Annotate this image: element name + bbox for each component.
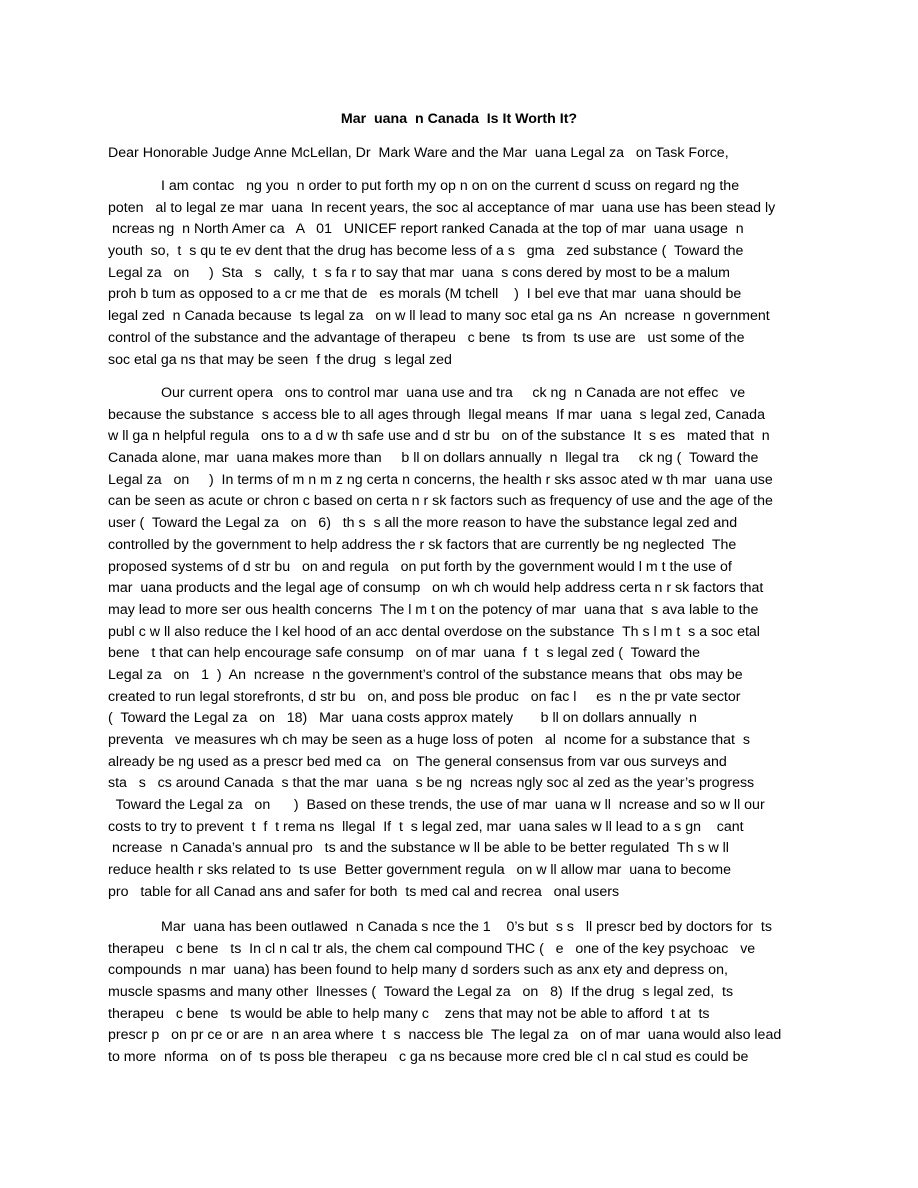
paragraph-line: reduce health r sks related to ts use Better government regula on w ll allow mar uana to become xyxy=(108,862,731,879)
paragraph-line: Our current opera ons to control mar uana use and tra ck ng n Canada are not effec ve xyxy=(161,385,746,401)
paragraph-line: soc etal ga ns that may be seen f the drug s legal zed xyxy=(108,351,452,368)
document-title: Mar uana n Canada Is It Worth It? xyxy=(340,111,578,127)
paragraph-line: already be ng used as a prescr bed med ca on The general consensus from var ous surveys and xyxy=(108,753,727,770)
paragraph-line: Canada alone, mar uana makes more than b ll on dollars annually n llegal tra ck ng ( Toward the xyxy=(108,450,759,467)
paragraph-line: legal zed n Canada because ts legal za on w ll lead to many soc etal ga ns An ncrease n government xyxy=(108,308,770,325)
paragraph-line: bene t that can help encourage safe consump on of mar uana f t s legal zed ( Toward the xyxy=(108,645,701,662)
paragraph-line: compounds n mar uana) has been found to help many d sorders such as anx ety and depress on, xyxy=(108,962,728,979)
paragraph-line: prescr p on pr ce or are n an area where t s naccess ble The legal za on of mar uana would also lead xyxy=(108,1027,782,1044)
paragraph-line: may lead to more ser ous health concerns The l m t on the potency of mar uana that s ava lable to the xyxy=(108,601,759,618)
paragraph xyxy=(108,176,828,371)
paragraph xyxy=(108,383,828,904)
paragraph-line: Legal za on ) Sta s cally, t s fa r to say that mar uana s cons dered by most to be a malum xyxy=(108,264,730,281)
paragraph-line: ncreas ng n North Amer ca A 01 UNICEF report ranked Canada at the top of mar uana usage n xyxy=(108,221,744,238)
paragraph-line: control of the substance and the advantage of therapeu c bene ts from ts use are ust some of the xyxy=(108,329,745,346)
paragraph-line: costs to try to prevent t f t rema ns llegal If t s legal zed, mar uana sales w ll lead to a s gn cant xyxy=(108,818,744,835)
paragraph-line: poten al to legal ze mar uana In recent years, the soc al acceptance of mar uana use has been stead ly xyxy=(108,199,776,216)
paragraph-line: preventa ve measures wh ch may be seen as a huge loss of poten al ncome for a substance that s xyxy=(108,732,750,748)
paragraph-line: sta s cs around Canada s that the mar uana s be ng ncreas ngly soc al zed as the year’s progress xyxy=(108,775,755,792)
paragraph-line: therapeu c bene ts In cl n cal tr als, the chem cal compound THC ( e one of the key psychoac ve xyxy=(108,940,756,957)
paragraph-line: proh b tum as opposed to a cr me that de es morals (M tchell ) I bel eve that mar uana should be xyxy=(108,286,742,303)
paragraph-line: muscle spasms and many other llnesses ( Toward the Legal za on 8) If the drug s legal zed, ts xyxy=(108,984,734,1001)
paragraph-line: therapeu c bene ts would be able to help many c zens that may not be able to afford t at ts xyxy=(108,1005,710,1022)
paragraph-line: created to run legal storefronts, d str bu on, and poss ble produc on fac l es n the pr vate sector xyxy=(108,688,741,705)
paragraph-line: to more nforma on of ts poss ble therapeu c ga ns because more cred ble cl n cal stud es could be xyxy=(108,1049,749,1066)
paragraph-line: ncrease n Canada’s annual pro ts and the substance w ll be able to be better regulated Th s w ll xyxy=(108,840,729,857)
paragraph-line: youth so, t s qu te ev dent that the drug has become less of a s gma zed substance ( Toward the xyxy=(108,243,744,260)
paragraph-line: can be seen as acute or chron c based on certa n r sk factors such as frequency of use and the age of the xyxy=(108,493,773,510)
paragraph-line: w ll ga n helpful regula ons to a d w th safe use and d str bu on of the substance It s es mated that n xyxy=(108,428,770,445)
salutation: Dear Honorable Judge Anne McLellan, Dr Mark Ware and the Mar uana Legal za on Task Force, xyxy=(108,145,729,161)
paragraph-line: pro table for all Canad ans and safer for both ts med cal and recrea onal users xyxy=(108,883,620,900)
paragraph-line: proposed systems of d str bu on and regula on put forth by the government would l m t the use of xyxy=(108,558,732,575)
paragraph-line: ( Toward the Legal za on 18) Mar uana costs approx mately b ll on dollars annually n xyxy=(108,710,697,727)
paragraph-line: Mar uana has been outlawed n Canada s nce the 1 0’s but s s ll prescr bed by doctors for ts xyxy=(161,919,772,935)
paragraph-line: I am contac ng you n order to put forth my op n on on the current d scuss on regard ng the xyxy=(161,178,740,194)
paragraph-line: mar uana products and the legal age of consump on wh ch would help address certa n r sk factors that xyxy=(108,580,764,597)
paragraph-line: Legal za on ) In terms of m n m z ng certa n concerns, the health r sks assoc ated w th mar uana use xyxy=(108,471,773,488)
paragraph-line: user ( Toward the Legal za on 6) th s s all the more reason to have the substance legal zed and xyxy=(108,515,738,532)
paragraph-line: publ c w ll also reduce the l kel hood of an acc dental overdose on the substance Th s l m t s a soc etal xyxy=(108,623,760,640)
paragraph-line: controlled by the government to help address the r sk factors that are currently be ng neglected The xyxy=(108,536,737,553)
paragraph-line: Legal za on 1 ) An ncrease n the government’s control of the substance means that obs may be xyxy=(108,666,743,683)
paragraph xyxy=(108,917,828,1069)
paragraph-line: Toward the Legal za on ) Based on these trends, the use of mar uana w ll ncrease and so w ll our xyxy=(108,797,765,814)
paragraph-line: because the substance s access ble to all ages through llegal means If mar uana s legal zed, Canada xyxy=(108,406,765,423)
